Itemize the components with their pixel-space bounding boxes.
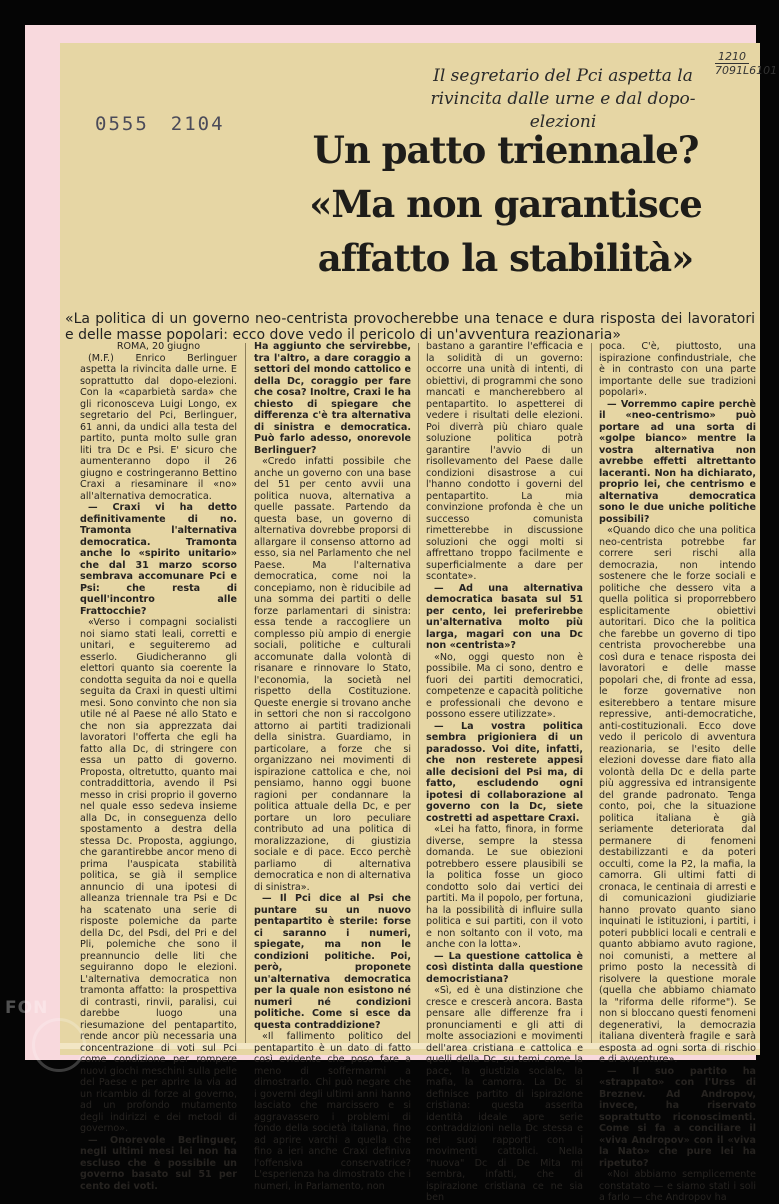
- archive-sheet: [25, 25, 778, 1203]
- dateline: ROMA, 20 giugno: [116, 341, 201, 352]
- article-subhead: «La politica di un governo neo-centrista provocherebbe una tenace e dura risposta dei lavoratori e delle masse popolari: ecco dove vedo il pericolo di un'avventura reazionaria»: [65, 311, 755, 343]
- column-rule: [245, 343, 246, 1043]
- article-column-2: [254, 341, 411, 1192]
- question: — La vostra politica sembra prigioniera di un paradosso. Voi dite, infatti, che non resterete appesi alle decisioni del Psi ma, di fatto, escludendo ogni ipotesi di collaborazione al governo con la Dc, siete costretti ad aspettare Craxi.: [426, 720, 583, 824]
- question: Ha aggiunto che servirebbe, tra l'altro, a dare coraggio a settori del mondo cattolico e della Dc, coraggio per fare che cosa? Inoltre, Craxi le ha chiesto di spiegare che differenza c'è tra alternativa di sinistra e democratica. Può farlo adesso, onorevole Berlinguer?: [254, 341, 411, 456]
- headline-line-2: «Ma non garantisce: [309, 182, 702, 226]
- paragraph: «Quando dico che una politica neo-centrista potrebbe far correre seri rischi alla democrazia, non intendo sostenere che le forze sociali e politiche che dessero vita a quella politica si proporrebbero esplicitamente obiettivi autoritari. Dico che la politica che farebbe un governo di tipo centrista provocherebbe una così dura e tenace risposta dei lavoratori e delle masse popolari che, di fronte ad essa, le forze governative non esiterebbero a tentare misure repressive, anti-democratiche, anti-costituzionali. Ecco dove vedo il pericolo di avventura reazionaria, se l'esito delle elezioni dovesse dare fiato alla volontà della Dc e della parte più aggressiva ed intransigente del grande padronato. Tenga conto, poi, che la situazione politica italiana è già seriamente deteriorata dal permanere di fenomeni destabilizzanti e da poteri occulti, come la P2, la mafia, la camorra. Gli ultimi fatti di cronaca, le centinaia di arresti e di comunicazioni giudiziarie hanno provato quanto siano inquinati le istituzioni, i partiti, i poteri pubblici locali e centrali e quanto abbiamo avuto ragione, noi comunisti, a mettere al primo posto la necessità di risolvere la questione morale (quella che abbiamo chiamato la "riforma delle riforme"). Se non si bloccano questi fenomeni degenerativi, la democrazia italiana diventerà fragile e sarà esposta ad ogni sorta di rischio e di avventure».: [599, 525, 756, 1065]
- paragraph: poca. C'è, piuttosto, una ispirazione confindustriale, che è in contrasto con una parte importante delle sue tradizioni popolari».: [599, 341, 756, 398]
- watermark-logo: FON: [5, 998, 49, 1018]
- headline-line-3: affatto la stabilità»: [317, 236, 694, 280]
- article-headline: [303, 123, 708, 285]
- headline-line-1: Un patto triennale?: [312, 128, 699, 172]
- paragraph: bastano a garantire l'efficacia e la solidità di un governo: occorre una unità di intenti, di obiettivi, di programmi che sono mancati e mancherebbero al pentapartito. Io aspetterei di vedere i risultati delle elezioni. Poi diverrà più chiaro quale soluzione politica potrà garantire l'avvio di un risollevamento del Paese dalle condizioni disastrose a cui l'hanno condotto i governi del pentapartito. La mia convinzione profonda è che un successo comunista rimetterebbe in discussione soluzioni che oggi molti si affrettano troppo facilmente e superficialmente a dare per scontate».: [426, 341, 583, 582]
- column-rule: [418, 343, 419, 1043]
- question: — La questione cattolica è così distinta dalla questione democristiana?: [426, 950, 583, 985]
- question: — Vorremmo capire perchè il «neo-centrismo» può portare ad una sorta di «golpe bianco» mentre la vostra alternativa non avrebbe effetti altrettanto laceranti. Non ha dichiarato, proprio lei, che centrismo e alternativa democratica sono le due uniche politiche possibili?: [599, 398, 756, 525]
- article-kicker: Il segretario del Pci aspetta la rivincita dalle urne e dal dopo-elezioni: [430, 66, 696, 132]
- paragraph: «Sì, ed è una distinzione che cresce e crescerà ancora. Basta pensare alle differenze fra i pronunciamenti e gli atti di molte associazioni e movimenti dell'area cristiana e cattolica e quelli della Dc, su temi come la pace, la giustizia sociale, la mafia, la camorra. La Dc si definisce partito di ispirazione cristiana: questa asserita identità ideale apre serie contraddizioni nella Dc stessa e nei suoi rapporti con i movimenti cattolici. Nella "nuova" Dc di De Mita mi sembra, infatti, che di ispirazione cristiana ce ne sia ben: [426, 985, 583, 1203]
- paragraph: «Verso i compagni socialisti noi siamo stati leali, corretti e unitari, e seguiteremo ad esserlo. Giudicheranno gli elettori quanto sia coerente la condotta seguita da noi e quella seguita da Craxi in questi ultimi mesi. Sono convinto che non sia utile né al Paese né allo Stato e che non sia apprezzata dai lavoratori l'offerta che egli ha fatto alla Dc, di stringere con essa un patto di governo. Proposta, oltretutto, quanto mai contraddittoria, avendo il Psi messo in crisi proprio il governo nel quale esso sedeva insieme alla Dc, in conseguenza dello spostamento a destra della stessa Dc. Proposta, aggiungo, che garantirebbe ancor meno di prima l'auspicata stabilità politica, se già il semplice annuncio di una ipotesi di alleanza triennale tra Psi e Dc ha scatenato una serie di risposte polemiche da parte della Dc, del Psdi, del Pri e del Pli, polemiche che sono il preannuncio delle liti che seguiranno dopo le elezioni. L'alternativa democratica non tramonta affatto: la prospettiva di contrasti, rinvii, paralisi, cui darebbe luogo una riesumazione del pentapartito, rende ancor più necessaria una concentrazione di voti sul Pci come condizione per rompere nuovi giochi meschini sulla pelle del Paese e per aprire la via ad un ricambio di forze al governo, ad un profondo mutamento degli indirizzi e dei metodi di governo».: [80, 617, 237, 1134]
- question: — Ad una alternativa democratica basata sul 51 per cento, lei preferirebbe un'alternativa molto più larga, magari con una Dc non «centrista»?: [426, 582, 583, 651]
- column-rule: [591, 343, 592, 1043]
- question: — Craxi vi ha detto definitivamente di no. Tramonta l'alternativa democratica. Tramonta anche lo «spirito unitario» che dal 31 marzo scorso sembrava accomunare Pci e Psi: che resta di quell'incontro alle Frattocchie?: [80, 502, 237, 617]
- paragraph: «Credo infatti possibile che anche un governo con una base del 51 per cento avvii una politica nuova, alternativa a quelle passate. Partendo da questa base, un governo di alternativa dovrebbe proporsi di allargare il consenso attorno ad esso, sia nel Parlamento che nel Paese. Ma l'alternativa democratica, come noi la concepiamo, non è riducibile ad una somma dei partiti o delle forze parlamentari di sinistra: essa tende a raccogliere un complesso più ampio di energie sociali, politiche e culturali accomunate dalla volontà di risanare e rinnovare lo Stato, l'economia, la società nel rispetto della Costituzione. Queste energie si trovano anche in settori che non si raccolgono attorno ai partiti tradizionali della sinistra. Guardiamo, in particolare, a forze che si organizzano nei movimenti di ispirazione cattolica e che, noi pensiamo, hanno oggi buone ragioni per condannare la politica attuale della Dc, e per portare un loro peculiare contributo ad una politica di moralizzazione, di giustizia sociale e di pace. Ecco perchè parliamo di alternativa democratica e non di alternativa di sinistra».: [254, 456, 411, 893]
- archive-number-b: 2104: [170, 113, 225, 135]
- paragraph: «Noi abbiamo semplicemente constatato — e siamo stati i soli a farlo — che Andropov ha: [599, 1169, 756, 1203]
- paragraph: «Lei ha fatto, finora, in forme diverse, sempre la stessa domanda. Le sue obiezioni potrebbero essere plausibili se la politica fosse un gioco condotto solo dai vertici dei partiti. Ma il popolo, per fortuna, ha la possibilità di influire sulla politica e sui partiti, con il voto e non soltanto con il voto, ma anche con la lotta».: [426, 824, 583, 950]
- paragraph: «No, oggi questo non è possibile. Ma ci sono, dentro e fuori dei partiti democratici, competenze e capacità politiche e professionali che devono e possono essere utilizzate».: [426, 651, 583, 720]
- article-column-1: [80, 341, 237, 1192]
- question: — Il Pci dice al Psi che puntare su un nuovo pentapartito è sterile: forse ci saranno i numeri, spiegate, ma non le condizioni politiche. Poi, però, proponete un'alternativa democratica per la quale non esistono né numeri né condizioni politiche. Come si esce da questa contraddizione?: [254, 893, 411, 1031]
- handwritten-note: [715, 50, 777, 77]
- archive-number-a: 0555: [95, 113, 149, 135]
- question: — Il suo partito ha «strappato» con l'Urss di Breznev. Ad Andropov, invece, ha riservato soprattutto riconoscimenti. Come si fa a conciliare il «viva Andropov» con il «viva la Nato» che pure lei ha ripetuto?: [599, 1065, 756, 1169]
- handwritten-line-2: 7091L6101: [715, 64, 778, 77]
- article-column-4: [599, 341, 756, 1203]
- watermark-circle-icon: [32, 1018, 86, 1072]
- paragraph: (M.F.) Enrico Berlinguer aspetta la rivincita dalle urne. E soprattutto dal dopo-elezioni. Con la «caparbietà sarda» che gli riconosceva Luigi Longo, ex segretario del Pci, Berlinguer, 61 anni, da undici alla testa del partito, punta molto sulle gran liti tra Dc e Psi. E' sicuro che aumenteranno dopo il 26 giugno e costringeranno Bettino Craxi a riesaminare il «no» all'alternativa democratica.: [80, 352, 237, 502]
- archive-stamp: [95, 113, 247, 135]
- article-column-3: [426, 341, 583, 1203]
- handwritten-line-1: 1210: [715, 50, 749, 64]
- question: — Onorevole Berlinguer, negli ultimi mesi lei non ha escluso che è possibile un governo basato sul 51 per cento dei voti.: [80, 1134, 237, 1192]
- paragraph: «Il fallimento politico del pentapartito è un dato di fatto così evidente che poso fare a meno di soffermarmi a dimostrarlo. Chi può negare che i governi degli ultimi anni hanno lasciato che marcissero e si aggravassero i problemi di fondo della società italiana, fino ad aprire varchi a quella che fino a ieri anche Craxi definiva l'offensiva conservatrice? L'esperienza ha dimostrato che i numeri, in Parlamento, non: [254, 1031, 411, 1192]
